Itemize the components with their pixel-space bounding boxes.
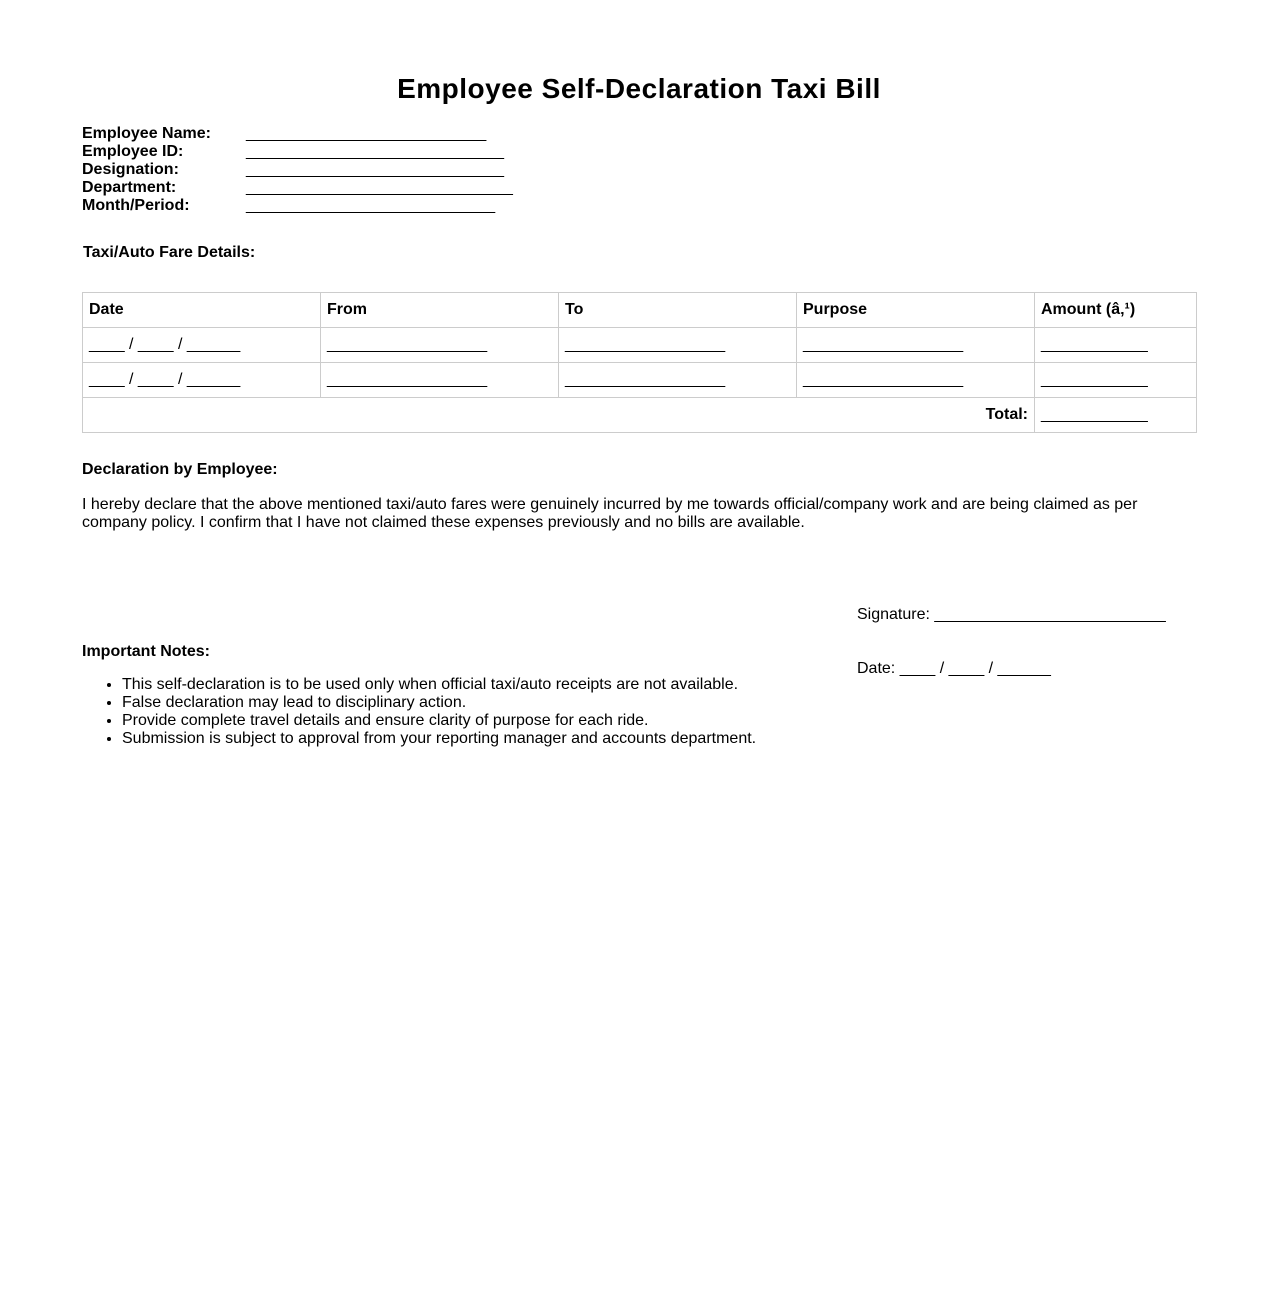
- to-cell[interactable]: __________________: [559, 328, 797, 363]
- table-header-row: [83, 293, 1197, 328]
- employee-id-field: [82, 143, 513, 161]
- declaration-heading: Declaration by Employee:: [82, 461, 278, 478]
- employee-id-blank[interactable]: _____________________________: [246, 143, 505, 160]
- to-cell[interactable]: __________________: [559, 363, 797, 398]
- declaration-text: I hereby declare that the above mentioned taxi/auto fares were genuinely incurred by me towards official/company work and are being claimed as per company policy. I confirm that I have not claimed these expenses previously and no bills are available.: [82, 496, 1138, 531]
- month-period-blank[interactable]: ____________________________: [246, 197, 496, 214]
- list-item: • This self-declaration is to be used only when official taxi/auto receipts are not available.: [122, 676, 756, 694]
- signature-date-line[interactable]: Date: ____ / ____ / ______: [857, 660, 1051, 677]
- list-item: • False declaration may lead to disciplinary action.: [122, 694, 756, 712]
- field-label: Employee Name:: [82, 125, 211, 142]
- amount-cell[interactable]: ____________: [1035, 363, 1197, 398]
- field-label: Designation:: [82, 161, 179, 178]
- field-label: Employee ID:: [82, 143, 184, 160]
- column-header-purpose: Purpose: [797, 293, 1035, 328]
- total-label: Total:: [83, 398, 1035, 433]
- amount-cell[interactable]: ____________: [1035, 328, 1197, 363]
- notes-list: [82, 676, 756, 748]
- from-cell[interactable]: __________________: [321, 328, 559, 363]
- column-header-date: Date: [83, 293, 321, 328]
- purpose-cell[interactable]: __________________: [797, 328, 1035, 363]
- column-header-to: To: [559, 293, 797, 328]
- list-item: • Submission is subject to approval from your reporting manager and accounts department.: [122, 730, 756, 748]
- page-title: Employee Self-Declaration Taxi Bill: [397, 73, 881, 104]
- designation-field: [82, 161, 513, 179]
- date-cell[interactable]: ____ / ____ / ______: [83, 363, 321, 398]
- fare-table: [82, 292, 1197, 433]
- column-header-amount: Amount (â‚¹): [1035, 293, 1197, 328]
- fare-details-heading: Taxi/Auto Fare Details:: [83, 244, 256, 261]
- department-field: [82, 179, 513, 197]
- notes-heading: Important Notes:: [82, 643, 210, 660]
- table-row: [83, 328, 1197, 363]
- field-label: Department:: [82, 179, 177, 196]
- employee-name-field: [82, 125, 513, 143]
- field-label: Month/Period:: [82, 197, 190, 214]
- from-cell[interactable]: __________________: [321, 363, 559, 398]
- designation-blank[interactable]: _____________________________: [246, 161, 505, 178]
- month-period-field: [82, 197, 513, 215]
- date-cell[interactable]: ____ / ____ / ______: [83, 328, 321, 363]
- signature-line[interactable]: Signature: __________________________: [857, 606, 1166, 623]
- purpose-cell[interactable]: __________________: [797, 363, 1035, 398]
- table-row: [83, 363, 1197, 398]
- total-amount-cell[interactable]: ____________: [1035, 398, 1197, 433]
- list-item: • Provide complete travel details and ensure clarity of purpose for each ride.: [122, 712, 756, 730]
- total-row: [83, 398, 1197, 433]
- employee-name-blank[interactable]: ___________________________: [246, 125, 487, 142]
- department-blank[interactable]: ______________________________: [246, 179, 513, 196]
- column-header-from: From: [321, 293, 559, 328]
- signature-block: [857, 570, 1166, 696]
- employee-details: [82, 125, 513, 215]
